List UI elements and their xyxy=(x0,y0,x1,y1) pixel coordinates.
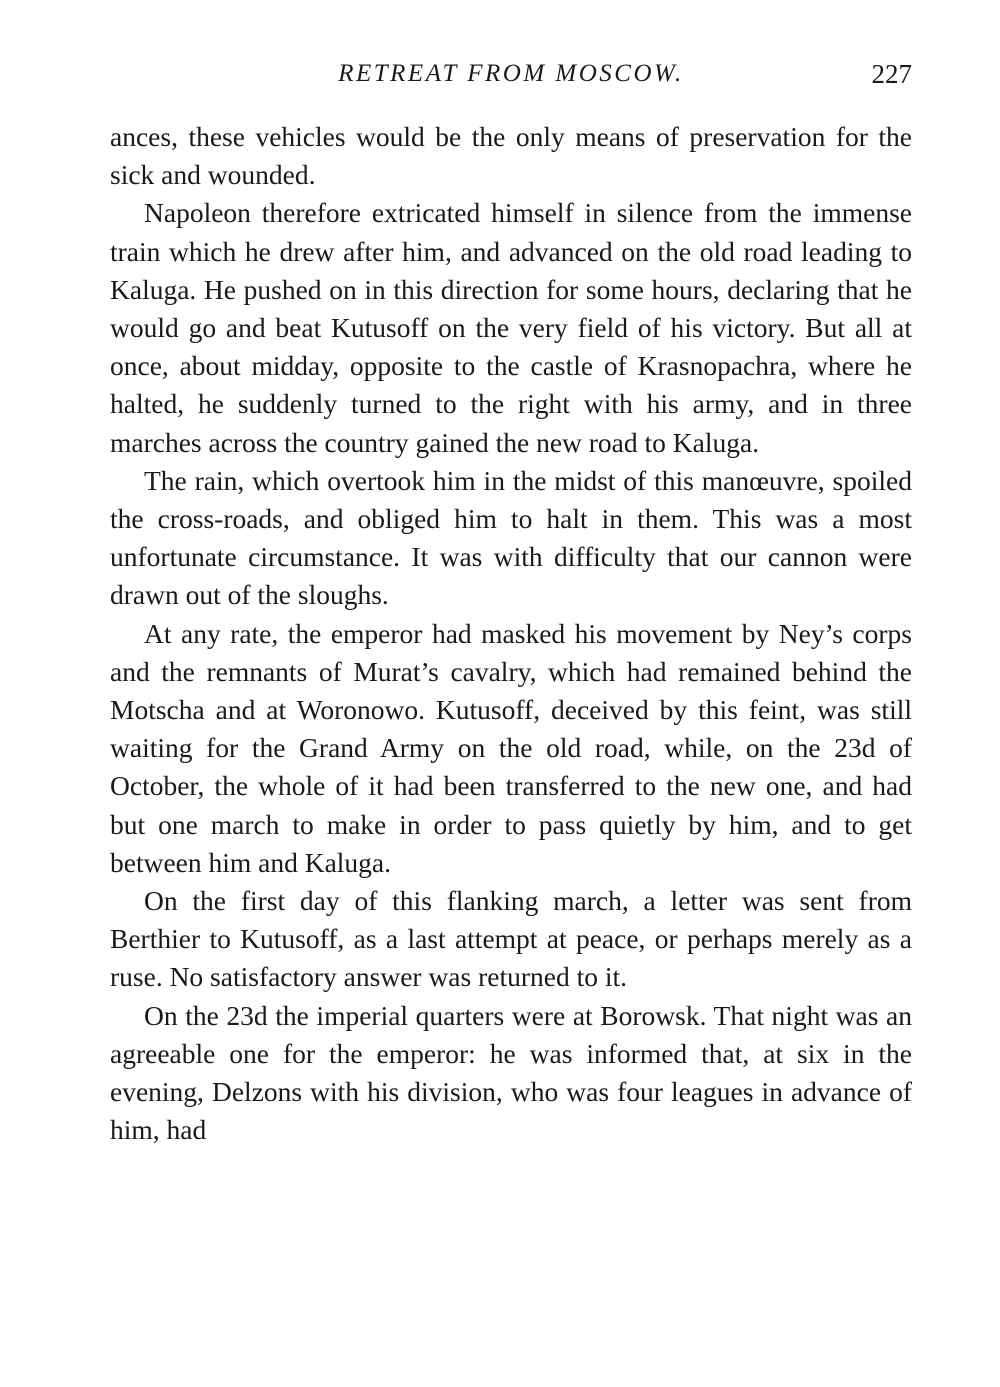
body-text xyxy=(110,118,912,1149)
paragraph-borowsk: On the 23d the imperial quarters were at Borowsk. That night was an agreeable one for the emperor: he was informed that, at six in the evening, Delzons with his division, who was four leagues in advance of him, had xyxy=(110,999,912,1146)
paragraph-napoleon-extricated: Napoleon therefore extricated himself in silence from the immense train which he drew after him, and advanced on the old road leading to Kaluga. He pushed on in this direction for some hours, declaring that he would go and beat Kutusoff on the very field of his victory. But all at once, about midday, opposite to the castle of Krasnopachra, where he halted, he suddenly turned to the right with his army, and in three marches across the country gained the new road to Kaluga. xyxy=(110,197,912,458)
paragraph-continued: ances, these vehicles would be the only means of preservation for the sick and wounded. xyxy=(110,121,912,191)
running-title: RETREAT FROM MOSCOW. xyxy=(338,60,684,87)
paragraph-letter-berthier: On the first day of this flanking march, a letter was sent from Berthier to Kutusoff, as a last attempt at peace, or perhaps merely as a ruse. No satisfactory answer was returned to it. xyxy=(110,885,912,993)
page-number: 227 xyxy=(871,59,912,89)
running-head xyxy=(110,58,912,94)
paragraph-rain: The rain, which overtook him in the midst of this manœuvre, spoiled the cross-roads, and obliged him to halt in them. This was a most unfortunate circumstance. It was with difficulty that our cannon were drawn out of the sloughs. xyxy=(110,464,912,611)
paragraph-emperor-masked: At any rate, the emperor had masked his movement by Ney’s corps and the remnants of Murat’s cavalry, which had remained behind the Motscha and at Woronowo. Kutusoff, deceived by this feint, was still waiting for the Grand Army on the old road, while, on the 23d of October, the whole of it had been transferred to the new one, and had but one march to make in order to pass quietly by him, and to get between him and Kaluga. xyxy=(110,617,912,878)
